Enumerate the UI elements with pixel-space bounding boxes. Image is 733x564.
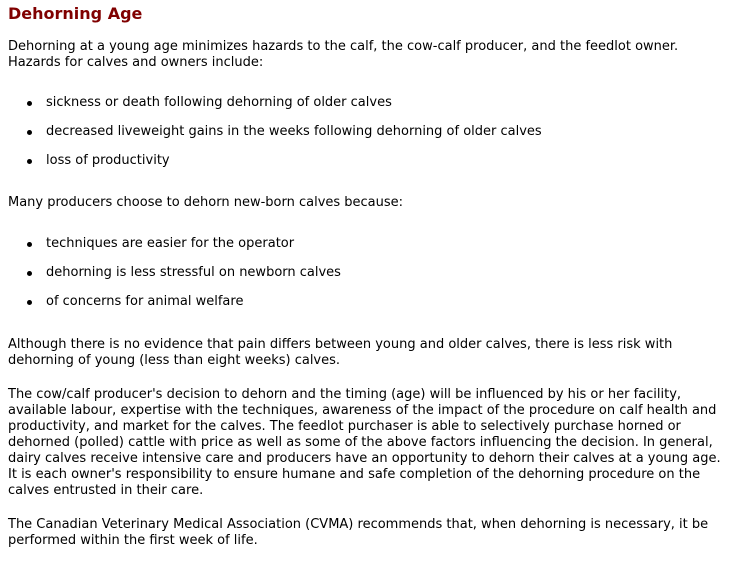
list-item: decreased liveweight gains in the weeks following dehorning of older calves: [46, 124, 725, 140]
reasons-list: [8, 236, 725, 310]
pain-risk-paragraph: Although there is no evidence that pain differs between young and older calves, there is less risk with dehorning of young (less than eight weeks) calves.: [8, 337, 673, 368]
hazards-list: [8, 95, 725, 169]
page-heading: Dehorning Age: [8, 4, 143, 23]
cvma-recommendation-paragraph: The Canadian Veterinary Medical Association (CVMA) recommends that, when dehorning is necessary, it be performed within the first week of life.: [8, 517, 709, 548]
list-item: sickness or death following dehorning of older calves: [46, 95, 725, 111]
list-item: of concerns for animal welfare: [46, 294, 725, 310]
list-item: techniques are easier for the operator: [46, 236, 725, 252]
producer-decision-paragraph: The cow/calf producer's decision to dehorn and the timing (age) will be influenced by his or her facility, available labour, expertise with the techniques, awareness of the impact of the procedure on calf health and productivity, and market for the calves. The feedlot purchaser is able to selectively purchase horned or dehorned (polled) cattle with price as well as some of the above factors influencing the decision. In general, dairy calves receive intensive care and producers have an opportunity to dehorn their calves at a young age. It is each owner's responsibility to ensure humane and safe completion of the dehorning procedure on the calves entrusted in their care.: [8, 387, 721, 498]
list-item: loss of productivity: [46, 153, 725, 169]
list-item: dehorning is less stressful on newborn calves: [46, 265, 725, 281]
reasons-intro-paragraph: Many producers choose to dehorn new-born calves because:: [8, 195, 404, 210]
intro-paragraph: Dehorning at a young age minimizes hazards to the calf, the cow-calf producer, and the feedlot owner. Hazards for calves and owners include:: [8, 39, 679, 70]
